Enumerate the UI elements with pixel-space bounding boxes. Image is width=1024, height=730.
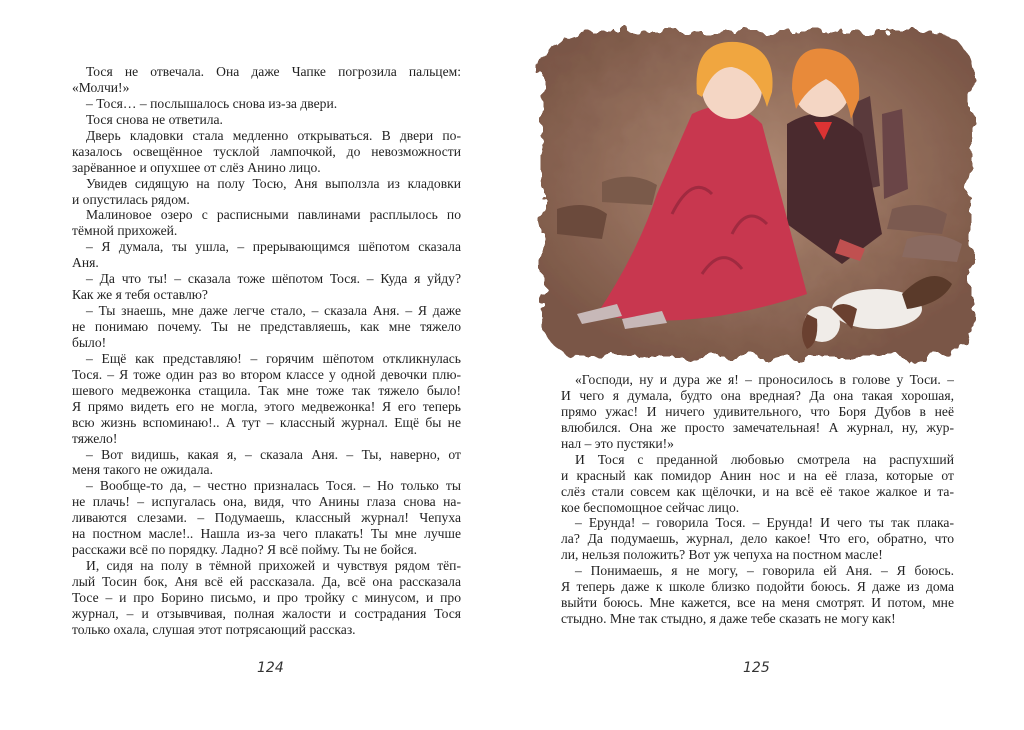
text-line: слёз стали совсем как щёлочки, и на всё её такое жалкое и та- bbox=[561, 483, 954, 499]
text-line: – Понимаешь, я не могу, – говорила ей Аня. – Я боюсь. bbox=[575, 563, 954, 579]
text-line: только охала, слушая этот потрясающий рассказ. bbox=[72, 621, 356, 637]
text-line: – Я думала, ты ушла, – прерывающимся шёпотом сказала bbox=[86, 239, 461, 255]
text-line: меня такого не ожидала. bbox=[72, 462, 213, 478]
text-line: влюбился. Она же просто замечательная! А журнал, ну, жур- bbox=[561, 419, 954, 435]
text-line: ла? Да подумаешь, журнал, дело какое! Что его, обратно, что bbox=[561, 531, 954, 547]
text-line: Тося не отвечала. Она даже Чапке погрозила пальцем: bbox=[86, 64, 461, 79]
text-line: Малиновое озеро с расписными павлинами расплылось по bbox=[86, 207, 461, 223]
text-line: «Господи, ну и дура же я! – проносилось в голове у Тоси. – bbox=[575, 372, 954, 387]
text-line: И Тося с преданной любовью смотрела на распухший bbox=[575, 451, 954, 467]
text-line: Тося снова не ответила. bbox=[86, 111, 223, 127]
text-line: – Ты знаешь, мне даже легче стало, – сказала Аня. – Я даже bbox=[86, 303, 461, 319]
text-line: прямо ужас! И ничего удивительного, что Боря Дубов в неё bbox=[561, 403, 954, 419]
text-line: Я прямо видеть его не могла, этого медвежонка! Я его теперь bbox=[72, 398, 461, 414]
text-line: и опустилась рядом. bbox=[72, 191, 190, 207]
text-line: И, сидя на полу в тёмной прихожей и чувствуя рядом тёп- bbox=[86, 558, 461, 574]
page-number-left: 124 bbox=[257, 660, 284, 676]
left-page-text bbox=[72, 64, 461, 638]
text-line: было! bbox=[72, 334, 107, 350]
text-line: – Ещё как представляю! – горячим шёпотом откликнулась bbox=[86, 350, 461, 366]
text-line: расскажи всё по порядку. Ладно? Я всё пойму. Ты не бойся. bbox=[72, 542, 418, 558]
text-line: – Вот видишь, какая я, – сказала Аня. – Ты, наверно, от bbox=[86, 446, 461, 462]
text-line: И чего я думала, будто она вредная? Да она такая хорошая, bbox=[561, 387, 954, 403]
text-line: тёмной прихожей. bbox=[72, 223, 178, 239]
text-line: – Тося… – послышалось снова из-за двери. bbox=[86, 95, 338, 111]
text-line: стыдно. Мне так стыдно, я даже тебе сказать не могу как! bbox=[561, 611, 896, 627]
text-line: лый Тосин бок, Аня всё ей рассказала. Да, всё она рассказала bbox=[72, 574, 461, 589]
text-line: Тося. – Я тоже один раз во втором классе у одной девочки плю- bbox=[72, 366, 461, 382]
text-line: – Вообще-то да, – честно призналась Тося. – Но только ты bbox=[86, 478, 461, 494]
text-line: и красный как помидор Анин нос и на её глаза, которые от bbox=[561, 467, 954, 483]
text-line: на постном масле!.. Нашла из-за чего плакать! Ты мне лучше bbox=[72, 526, 461, 542]
text-line: Дверь кладовки стала медленно открываться. В двери по- bbox=[86, 127, 461, 143]
text-line: Тосе – и про Борино письмо, и про тройку с минусом, и про bbox=[72, 589, 461, 605]
text-line: шевого медвежонка стащила. Так мне тоже так тяжело было! bbox=[72, 382, 461, 398]
text-line: тяжело! bbox=[72, 430, 118, 446]
text-line: нал – это пустяки!» bbox=[561, 435, 674, 451]
text-line: кое беспомощное сейчас лицо. bbox=[561, 499, 740, 515]
text-line: журнал, – и отзывчивая, полная жалости и сострадания Тося bbox=[72, 605, 461, 621]
text-line: Увидев сидящую на полу Тосю, Аня выползла из кладовки bbox=[86, 175, 461, 191]
text-line: зарёванное и опухшее от слёз Анино лицо. bbox=[72, 159, 321, 175]
text-line: не плачь! – испугалась она, видя, что Анины глаза снова на- bbox=[72, 494, 461, 510]
text-line: выйти боюсь. Мне кажется, все на меня смотрят. И потом, мне bbox=[561, 595, 954, 611]
text-line: – Да что ты! – сказала тоже шёпотом Тося. – Куда я уйду? bbox=[86, 271, 461, 287]
text-line: казалось освещённое тусклой лампочкой, до невозможности bbox=[72, 143, 461, 159]
text-line: ливаются слезами. – Подумаешь, классный журнал! Чепуха bbox=[72, 510, 461, 526]
text-line: Я теперь даже к школе близко подойти боюсь. Я даже из дома bbox=[561, 579, 954, 595]
illustration-two-girls-with-dog bbox=[522, 14, 990, 370]
page-number-right: 125 bbox=[743, 660, 770, 676]
right-page-text bbox=[561, 372, 954, 627]
text-line: ли, нельзя положить? Вот уж чепуха на постном масле! bbox=[561, 547, 883, 563]
text-line: Аня. bbox=[72, 255, 99, 271]
text-line: «Молчи!» bbox=[72, 79, 130, 95]
text-line: всю жизнь вспоминаю!.. А тут – классный журнал. Ещё бы не bbox=[72, 414, 461, 430]
text-line: – Ерунда! – говорила Тося. – Ерунда! И чего ты так плака- bbox=[575, 515, 954, 531]
text-line: Как же я тебя оставлю? bbox=[72, 287, 208, 303]
text-line: не понимаю почему. Ты не представляешь, как мне тяжело bbox=[72, 319, 461, 334]
